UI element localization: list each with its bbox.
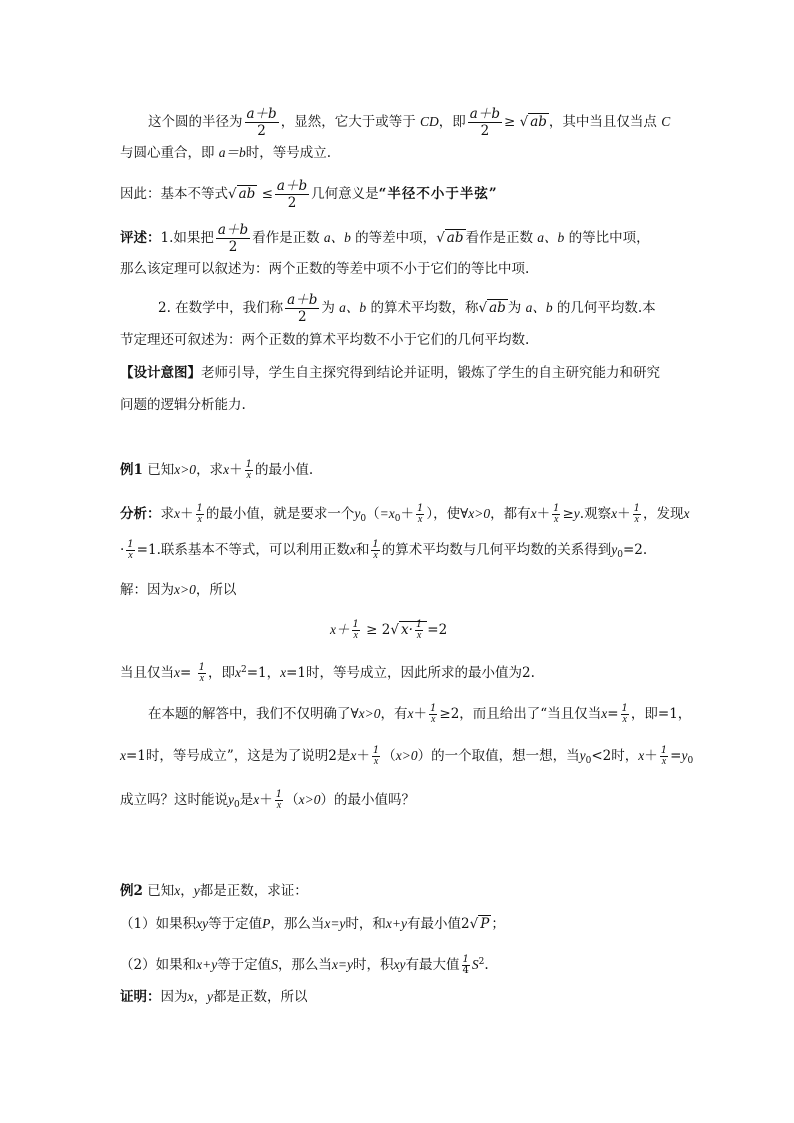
text: 有最大值: [405, 957, 460, 973]
discussion-line: [120, 746, 693, 771]
text: 是: [239, 792, 254, 808]
fraction-numerator: 1: [127, 539, 134, 550]
text: 当且仅当: [120, 665, 174, 681]
text: 已知: [142, 883, 175, 899]
equality-condition-line: [120, 660, 535, 684]
math: x=y: [324, 916, 346, 931]
math: x: [611, 506, 618, 521]
text: ，: [193, 989, 207, 1005]
text: 的几何平均数.本: [552, 300, 656, 316]
text: ，那么当: [277, 957, 332, 973]
fraction-denominator: 2: [245, 122, 279, 139]
text: ，即: [630, 706, 658, 722]
fraction: [285, 292, 319, 325]
fraction-denominator: x: [417, 514, 423, 525]
radicand: ab: [530, 114, 547, 130]
fraction-denominator: 2: [275, 194, 309, 211]
example-label: 例1: [120, 462, 143, 478]
fraction: [245, 460, 253, 481]
text: ，发现: [642, 506, 684, 522]
fraction: [415, 620, 423, 641]
text: 看作是正数: [465, 230, 538, 246]
text: ≥: [562, 506, 574, 522]
text: 的等比中项，: [564, 230, 650, 246]
math: x=y: [331, 957, 354, 972]
math: y: [573, 506, 580, 521]
text: ；: [491, 916, 505, 932]
example-label: 例2: [120, 883, 143, 899]
math: x>0: [298, 792, 321, 807]
text: 的算术平均数，称: [366, 300, 479, 316]
analysis-label: 分析：: [120, 506, 161, 522]
fraction-numerator: a＋b: [276, 178, 308, 194]
subscript: 0: [394, 514, 401, 524]
fraction: [633, 504, 641, 525]
superscript: 2: [240, 665, 247, 675]
text: .: [484, 957, 489, 973]
text: （1）如果积: [120, 916, 197, 932]
analysis-line: [120, 540, 647, 565]
fraction-denominator: x: [554, 514, 559, 525]
fraction: [275, 178, 309, 211]
math: x>0: [174, 582, 196, 597]
sqrt-expression: √ ab: [478, 300, 506, 316]
paragraph-line: [120, 330, 529, 350]
text: 为: [321, 300, 340, 316]
text: ＋: [413, 706, 428, 722]
math: x: [223, 462, 230, 477]
text: 这个圆的半径为: [148, 114, 243, 130]
math: =x: [379, 506, 395, 521]
math: x: [280, 665, 287, 680]
fraction: [372, 746, 380, 767]
text: （2）如果和: [120, 957, 197, 973]
math: a、b: [323, 230, 351, 245]
fraction-denominator: x: [197, 514, 202, 525]
subscript: 0: [360, 514, 367, 524]
math: x: [683, 506, 690, 521]
fraction: [245, 106, 279, 139]
text: ＋: [356, 748, 370, 764]
mean-definition-line: [158, 292, 656, 325]
text: 时，和: [345, 916, 386, 932]
math: y: [354, 506, 361, 521]
text: ，有: [380, 706, 408, 722]
text: 有最小值2: [407, 916, 470, 932]
fraction-denominator: x: [199, 673, 205, 684]
paragraph-line: [120, 259, 529, 279]
text: ＋: [180, 506, 194, 522]
text: 为: [507, 300, 526, 316]
math: xy: [393, 957, 406, 972]
text: ＋: [229, 462, 243, 478]
text: 的最小值.: [254, 462, 314, 478]
math: y: [681, 748, 688, 763]
text: 等于定值: [208, 916, 263, 932]
text: ·: [120, 542, 125, 558]
text: 1.如果把: [160, 230, 214, 246]
text: ，都有: [490, 506, 531, 522]
text: =1时，等号成立，因此所求的最小值为2.: [286, 665, 535, 681]
radicand: ab: [489, 300, 506, 316]
fraction-denominator: 2: [216, 238, 250, 255]
text: 的等差中项，: [350, 230, 437, 246]
text: 时，积: [353, 957, 394, 973]
text: 成立吗？这时能说: [120, 792, 228, 808]
text: 已知: [142, 462, 175, 478]
subscript: 0: [687, 756, 694, 766]
text: 在本题的解答中，我们不仅明确了∀: [148, 706, 359, 722]
text: 都是正数，求证：: [199, 883, 308, 899]
text: 和: [355, 542, 370, 558]
text: ＋: [617, 506, 631, 522]
fraction-denominator: x: [661, 756, 667, 767]
math: S: [471, 957, 479, 972]
text: ＋: [259, 792, 273, 808]
fraction-numerator: 1: [462, 954, 469, 965]
sqrt-expression: √ ab: [228, 186, 256, 202]
text: 时，等号成立.: [245, 145, 332, 161]
analysis-line: [120, 504, 689, 529]
math: x: [638, 748, 645, 763]
fraction-numerator: 1: [372, 745, 380, 756]
math: a＝b: [218, 145, 246, 160]
math: x: [174, 665, 180, 680]
math: S: [271, 957, 278, 972]
fraction-numerator: 1: [660, 745, 668, 756]
discussion-line: [120, 790, 415, 815]
proof-label: 证明：: [120, 989, 161, 1005]
text: 看作是正数: [252, 230, 324, 246]
text: （: [285, 792, 299, 808]
fraction-denominator: x: [373, 756, 379, 767]
math: y: [228, 792, 234, 807]
math: a、b: [537, 230, 565, 245]
inequality-formula: [330, 620, 447, 641]
text: =1，: [246, 665, 281, 681]
text: ）的一个取值，想一想，当: [417, 748, 580, 764]
text: 的算术平均数与几何平均数的关系得到: [381, 542, 612, 558]
text: 问题的逻辑分析能力.: [120, 397, 246, 413]
text: 老师引导，学生自主探究得到结论并证明，锻炼了学生的自主研究能力和研究: [201, 365, 660, 381]
fraction-denominator: x: [416, 630, 422, 641]
text: ，即: [438, 114, 466, 130]
text: 等于定值: [217, 957, 272, 973]
fraction: [275, 790, 283, 811]
text: =2.: [622, 542, 648, 558]
text: （: [382, 748, 396, 764]
fraction-numerator: 1: [415, 619, 423, 630]
quote-text: “半径不小于半弦”: [378, 186, 498, 202]
fraction-numerator: 1: [245, 459, 252, 470]
text: 与圆心重合，即: [120, 145, 219, 161]
radicand: ab: [238, 186, 256, 202]
math: =2: [427, 622, 448, 638]
design-intent-line: [120, 363, 660, 383]
math: x: [407, 706, 414, 721]
sqrt-expression: √ ab: [436, 230, 464, 246]
text: （: [366, 506, 380, 522]
text: 那么该定理可以叙述为：两个正数的等差中项不小于它们的等比中项.: [120, 261, 530, 277]
subscript: 0: [617, 550, 623, 560]
fraction-numerator: 1: [621, 703, 628, 714]
text: ，显然，它大于或等于: [280, 114, 420, 130]
fraction-numerator: 1: [372, 539, 379, 550]
fraction: [198, 663, 206, 684]
claim-2-line: [120, 952, 489, 976]
fraction-denominator: 2: [285, 308, 319, 325]
text: =: [670, 748, 682, 764]
fraction-numerator: a＋b: [217, 222, 249, 238]
fraction-denominator: x: [276, 800, 282, 811]
subscript: 0: [234, 800, 240, 810]
radicand: [399, 619, 427, 641]
text: ，所以: [195, 582, 237, 598]
equality-line: [120, 143, 331, 163]
fraction-numerator: 1: [352, 619, 359, 630]
discussion-line: [148, 704, 691, 725]
fraction: [552, 504, 560, 525]
text: =1时，等号成立”，这是为了说明2是: [126, 748, 351, 764]
point-c: C: [661, 114, 671, 129]
fraction: [371, 540, 379, 561]
math: x: [187, 989, 194, 1004]
radicand: P: [480, 916, 490, 932]
fraction-numerator: 1: [196, 503, 203, 514]
math: a、b: [339, 300, 367, 315]
fraction: [216, 222, 250, 255]
text: ＋: [400, 506, 414, 522]
fraction-denominator: x: [128, 550, 133, 561]
text: ，即: [207, 665, 235, 681]
math: x＋: [330, 622, 350, 637]
text: .观察: [579, 506, 612, 522]
math: x>0: [468, 506, 491, 521]
text: 因为: [147, 582, 174, 598]
math: x>0: [358, 706, 381, 721]
math: x·: [400, 622, 413, 638]
fraction-numerator: 1: [430, 703, 437, 714]
math: xy: [196, 916, 209, 931]
fraction-numerator: 1: [275, 789, 283, 800]
text: ，那么当: [270, 916, 325, 932]
math: x: [234, 665, 241, 680]
text: ），使∀: [426, 506, 469, 522]
example-2-heading: [120, 881, 308, 901]
fraction-numerator: 1: [198, 662, 205, 673]
math: x: [174, 883, 181, 898]
sqrt-expression: √ x· $\frac{1}{x}$: [390, 620, 427, 641]
fraction: [429, 704, 437, 725]
ge-symbol: ≥: [503, 114, 516, 130]
fraction-denominator: 4: [462, 965, 469, 976]
math: y: [611, 542, 618, 557]
fraction: [462, 955, 470, 976]
proof-line: [120, 987, 308, 1007]
example-1-heading: [120, 460, 313, 481]
text: 因此：基本不等式: [120, 186, 228, 202]
math: x: [120, 748, 126, 763]
text: ）的最小值吗？: [320, 792, 415, 808]
fraction-denominator: x: [430, 714, 436, 725]
fraction: [126, 540, 134, 561]
fraction-numerator: 1: [416, 503, 424, 514]
math: y: [193, 883, 200, 898]
text: ，其中当且仅当点: [548, 114, 662, 130]
math: x: [253, 792, 260, 807]
claim-1-line: [120, 914, 505, 934]
text: <2时，: [591, 748, 639, 764]
paragraph-line: [120, 395, 246, 415]
math: y: [579, 748, 586, 763]
text: 2. 在数学中，我们称: [158, 300, 284, 316]
solution-label: 解：: [120, 582, 147, 598]
fraction: [352, 620, 360, 641]
math: x: [174, 506, 180, 521]
fraction-numerator: 1: [553, 503, 560, 514]
fraction: [660, 746, 668, 767]
sqrt-expression: √ ab: [519, 114, 547, 130]
fraction-numerator: 1: [633, 503, 640, 514]
text: =1.联系基本不等式，可以利用正数: [136, 542, 350, 558]
text: 都是正数，所以: [213, 989, 308, 1005]
math: x>0: [395, 748, 418, 763]
radius-line: [148, 106, 670, 139]
fraction: [416, 504, 424, 525]
text: =1，: [657, 706, 692, 722]
design-intent-label: 【设计意图】: [120, 365, 201, 381]
text: ，求: [196, 462, 224, 478]
math: x: [530, 506, 537, 521]
radicand: ab: [446, 230, 464, 246]
fraction-denominator: x: [246, 470, 251, 481]
text: ，: [180, 883, 194, 899]
segment-cd: CD: [420, 114, 439, 129]
comment-line: [120, 222, 650, 255]
math: x: [349, 542, 356, 557]
fraction-numerator: a＋b: [287, 292, 318, 308]
text: 几何意义是: [311, 186, 379, 202]
text: 的最小值，就是要求一个: [205, 506, 355, 522]
fraction: [468, 106, 502, 139]
text: ≥2，而且给出了“当且仅当: [439, 706, 602, 722]
superscript: 2: [478, 957, 485, 967]
text: ＋: [644, 748, 658, 764]
math: x+y: [385, 916, 408, 931]
text: 求: [160, 506, 174, 522]
text: =: [607, 706, 619, 722]
ge-symbol: ≥ 2: [366, 622, 391, 638]
text: 节定理还可叙述为：两个正数的算术平均数不小于它们的几何平均数.: [120, 332, 530, 348]
math: x: [350, 748, 357, 763]
sqrt-expression: √ P: [469, 916, 490, 932]
fraction: [621, 704, 629, 725]
comment-label: 评述：: [120, 230, 161, 246]
math: y: [207, 989, 213, 1004]
text: ＋: [536, 506, 551, 522]
text: =: [180, 665, 196, 681]
fraction-denominator: x: [373, 550, 378, 561]
fraction-denominator: 2: [468, 122, 502, 139]
geometric-meaning-line: [120, 178, 498, 211]
math: P: [262, 916, 271, 931]
le-symbol: ≤: [261, 186, 273, 202]
math: x: [601, 706, 608, 721]
subscript: 0: [585, 756, 592, 766]
fraction-denominator: x: [634, 514, 639, 525]
solution-line: [120, 580, 236, 600]
fraction-denominator: x: [353, 630, 358, 641]
math: a、b: [525, 300, 553, 315]
fraction-numerator: a＋b: [469, 106, 500, 122]
fraction: [196, 504, 204, 525]
math: x>0: [174, 462, 197, 477]
fraction-numerator: a＋b: [246, 106, 277, 122]
text: 因为: [160, 989, 188, 1005]
math: x+y: [196, 957, 218, 972]
fraction-denominator: x: [622, 714, 627, 725]
